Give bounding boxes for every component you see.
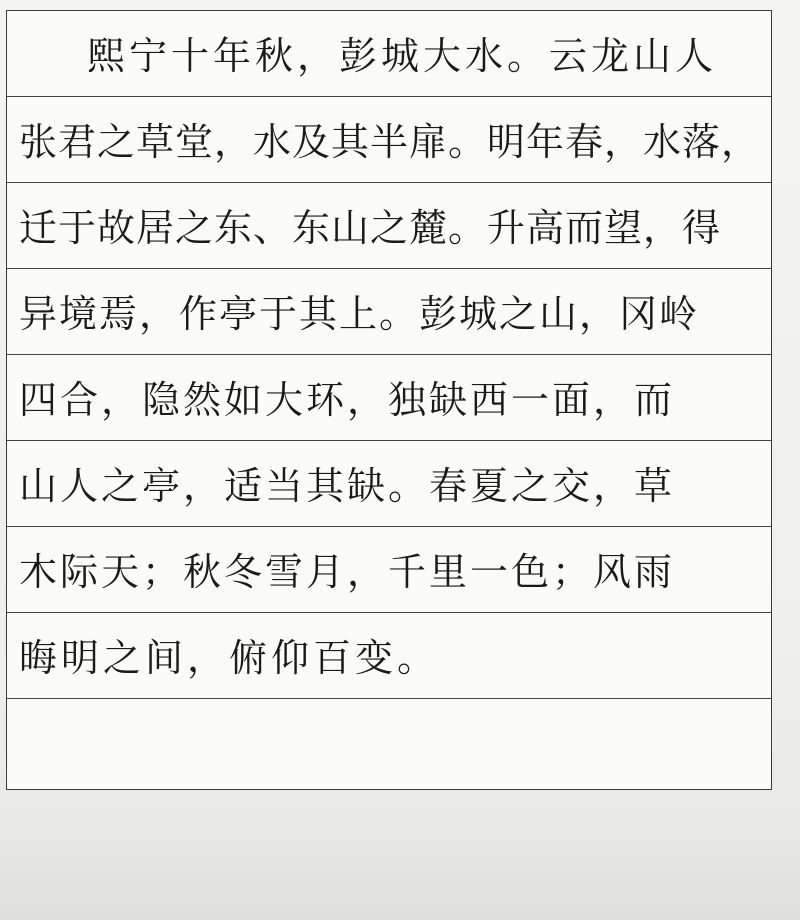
text-line: 熙宁十年秋，彭城大水。云龙山人	[87, 34, 718, 78]
writing-row	[7, 269, 771, 355]
writing-row	[7, 441, 771, 527]
page-bottom-margin	[0, 805, 800, 920]
writing-row	[7, 183, 771, 269]
writing-row	[7, 527, 771, 613]
text-line: 晦明之间，俯仰百变。	[19, 636, 440, 680]
lined-writing-sheet	[6, 10, 772, 790]
text-line: 木际天；秋冬雪月，千里一色；风雨	[19, 550, 676, 594]
writing-row	[7, 97, 771, 183]
empty-writing-row	[7, 699, 771, 789]
writing-row	[7, 355, 771, 441]
text-line: 异境焉，作亭于其上。彭城之山，冈岭	[19, 292, 700, 336]
text-line: 迁于故居之东、东山之麓。升高而望，得	[19, 206, 722, 250]
writing-row	[7, 613, 771, 699]
writing-row	[7, 11, 771, 97]
text-line: 山人之亭，适当其缺。春夏之交，草	[19, 464, 676, 508]
text-line: 张君之草堂，水及其半扉。明年春，水落，	[19, 120, 761, 164]
text-line: 四合，隐然如大环，独缺西一面，而	[19, 378, 676, 422]
